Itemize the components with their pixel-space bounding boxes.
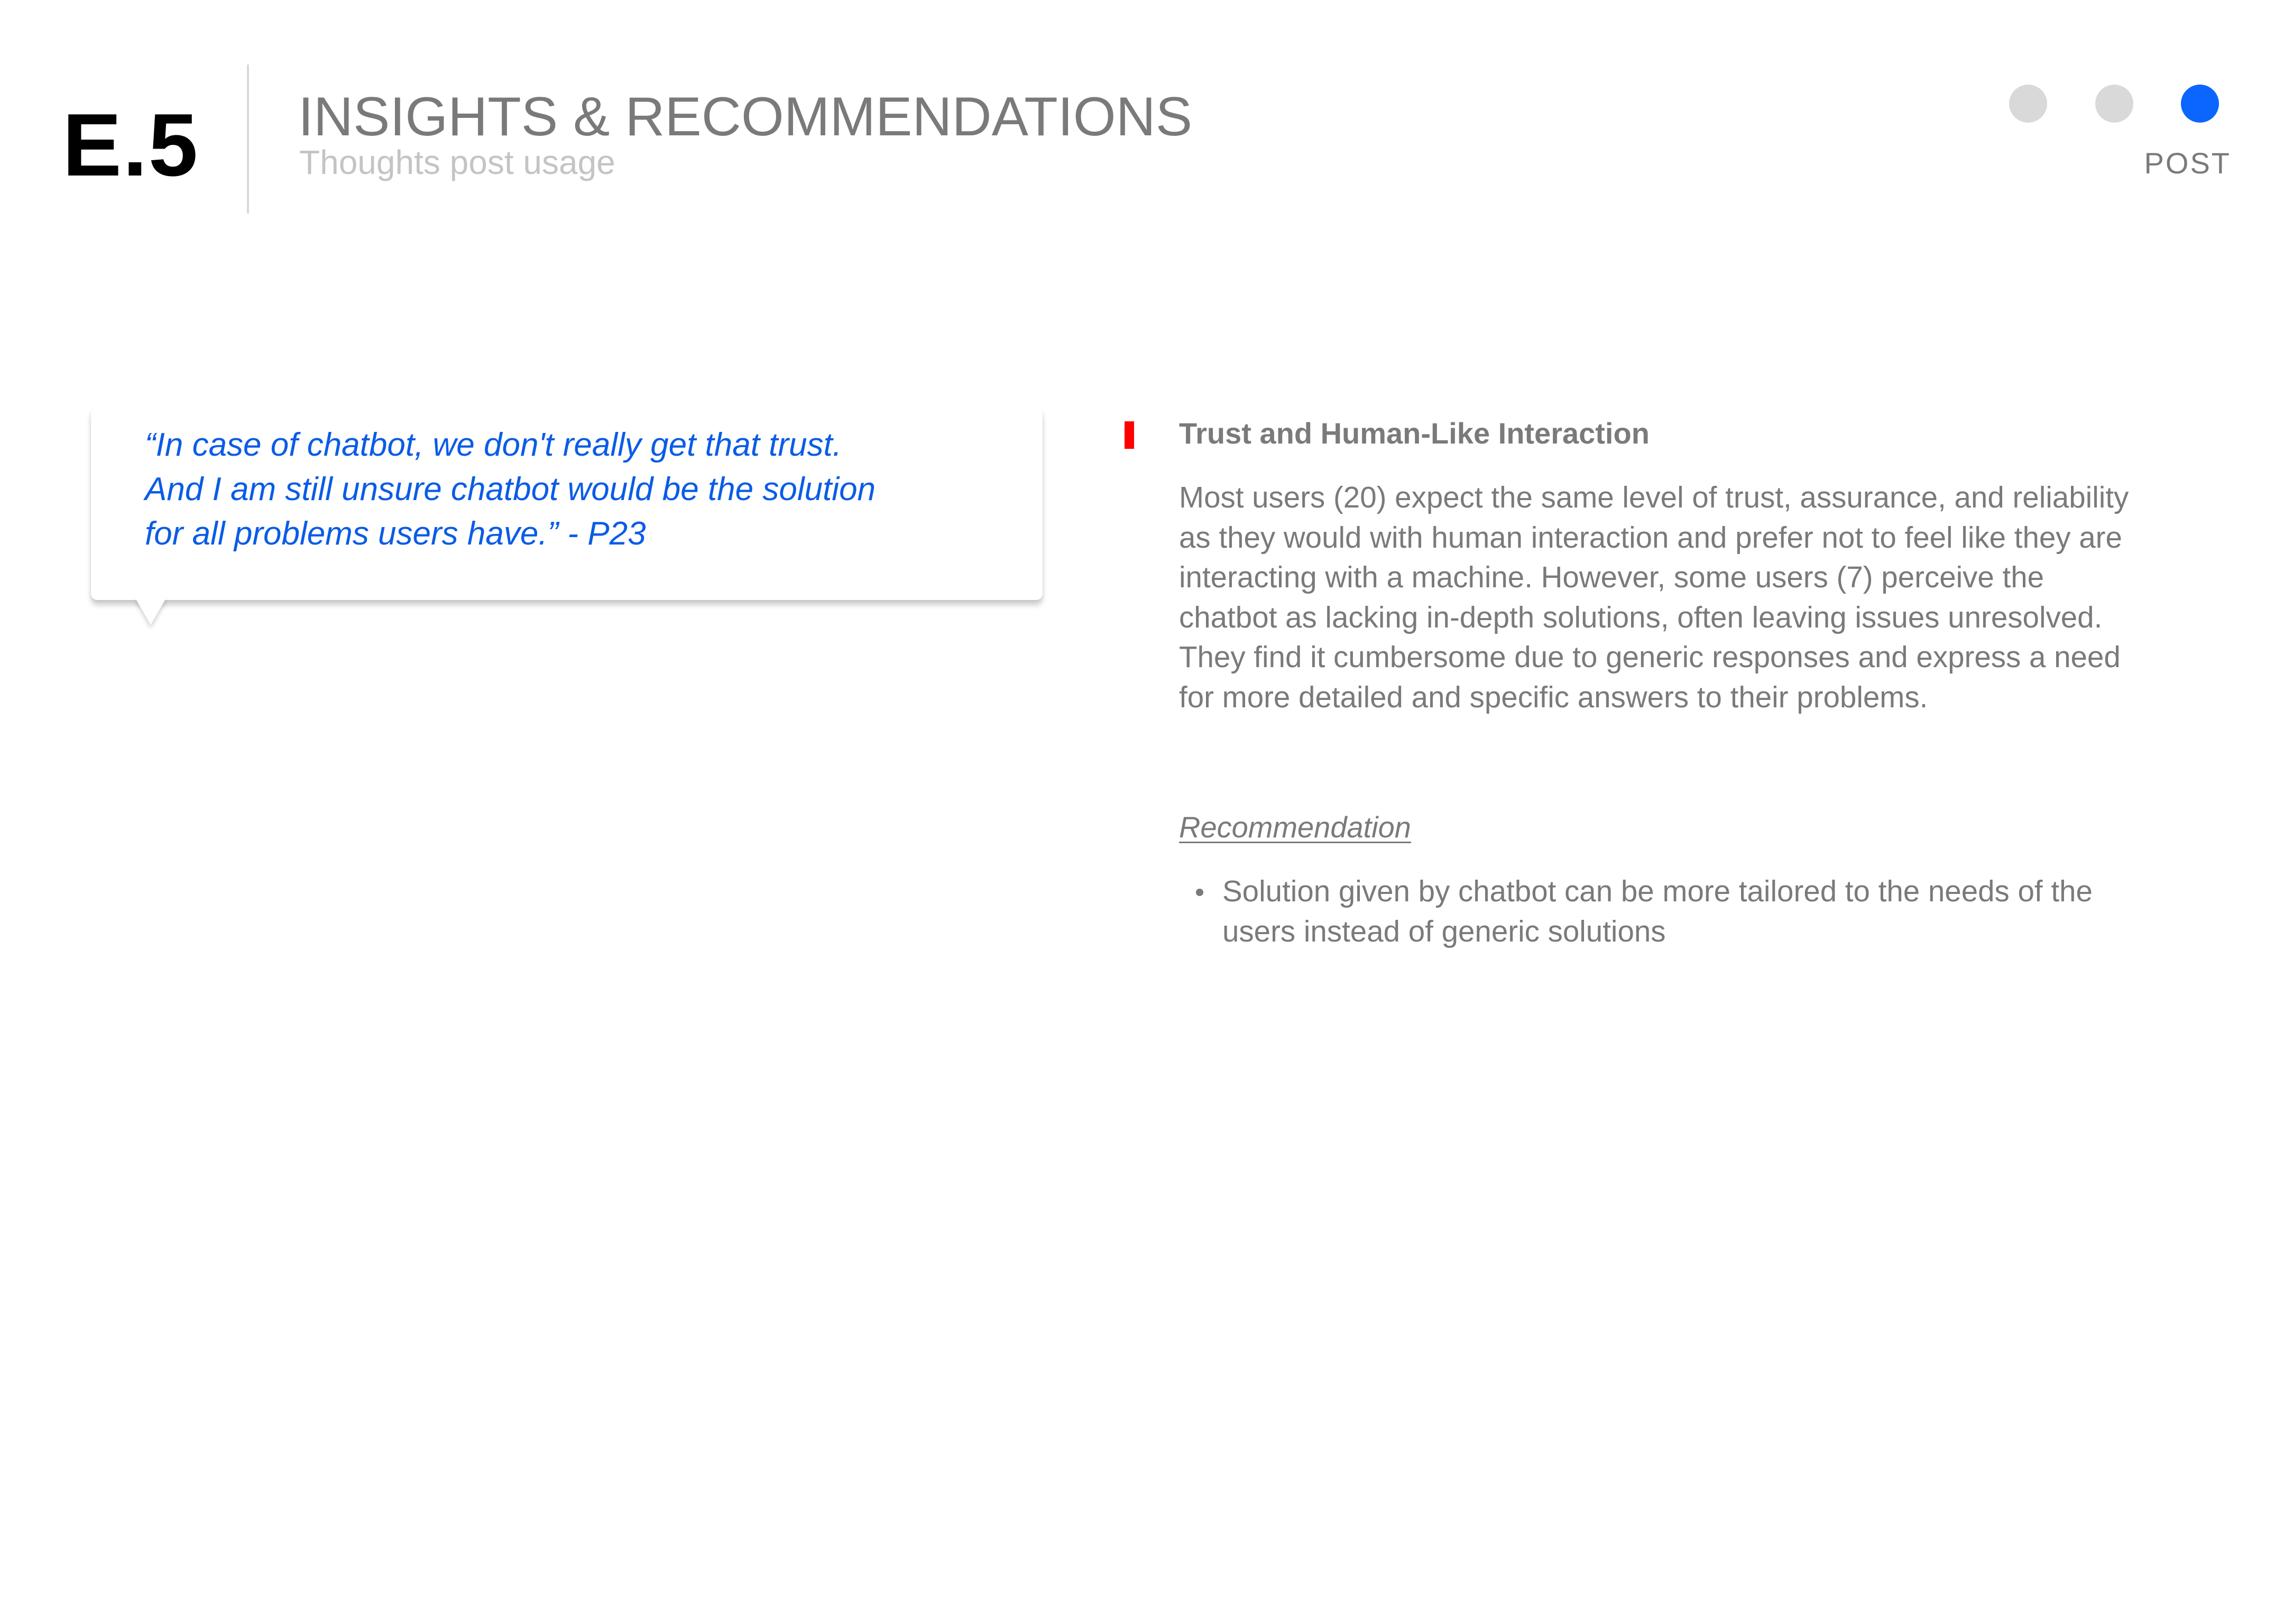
progress-dot-2 [2095, 85, 2133, 123]
section-code: E.5 [62, 95, 199, 195]
progress-dot-3-active [2181, 85, 2219, 123]
insight-body: Most users (20) expect the same level of trust, assurance, and reliability as they would with human interaction and prefer not to feel like they are interacting with a machine. However, some users (7) perceive the chatbot as lacking in-depth solutions, often leaving issues unresolved. They find it cumbersome due to generic responses and express a need for more detailed and specific answers to their problems. [1179, 481, 2129, 714]
bullet-icon [1196, 889, 1203, 896]
quote-bubble-tail [135, 597, 167, 625]
recommendation-item [1179, 871, 2147, 951]
insight-accent-marker [1125, 421, 1134, 449]
insight-title: Trust and Human-Like Interaction [1179, 417, 1650, 450]
page-title: INSIGHTS & RECOMMENDATIONS [298, 86, 1193, 147]
participant-quote: “In case of chatbot, we don't really get that trust. And I am still unsure chatbot would be the solution for all problems users have.” - P23 [145, 427, 876, 552]
header-divider [247, 64, 249, 214]
recommendation-item-text: Solution given by chatbot can be more tailored to the needs of the users instead of generic solutions [1222, 874, 2093, 948]
recommendation-list [1179, 871, 2147, 951]
progress-dot-1 [2009, 85, 2047, 123]
page-subtitle: Thoughts post usage [299, 143, 615, 181]
stage-label: POST [2144, 146, 2231, 180]
progress-indicator [2009, 85, 2221, 125]
recommendation-heading: Recommendation [1179, 810, 1411, 844]
